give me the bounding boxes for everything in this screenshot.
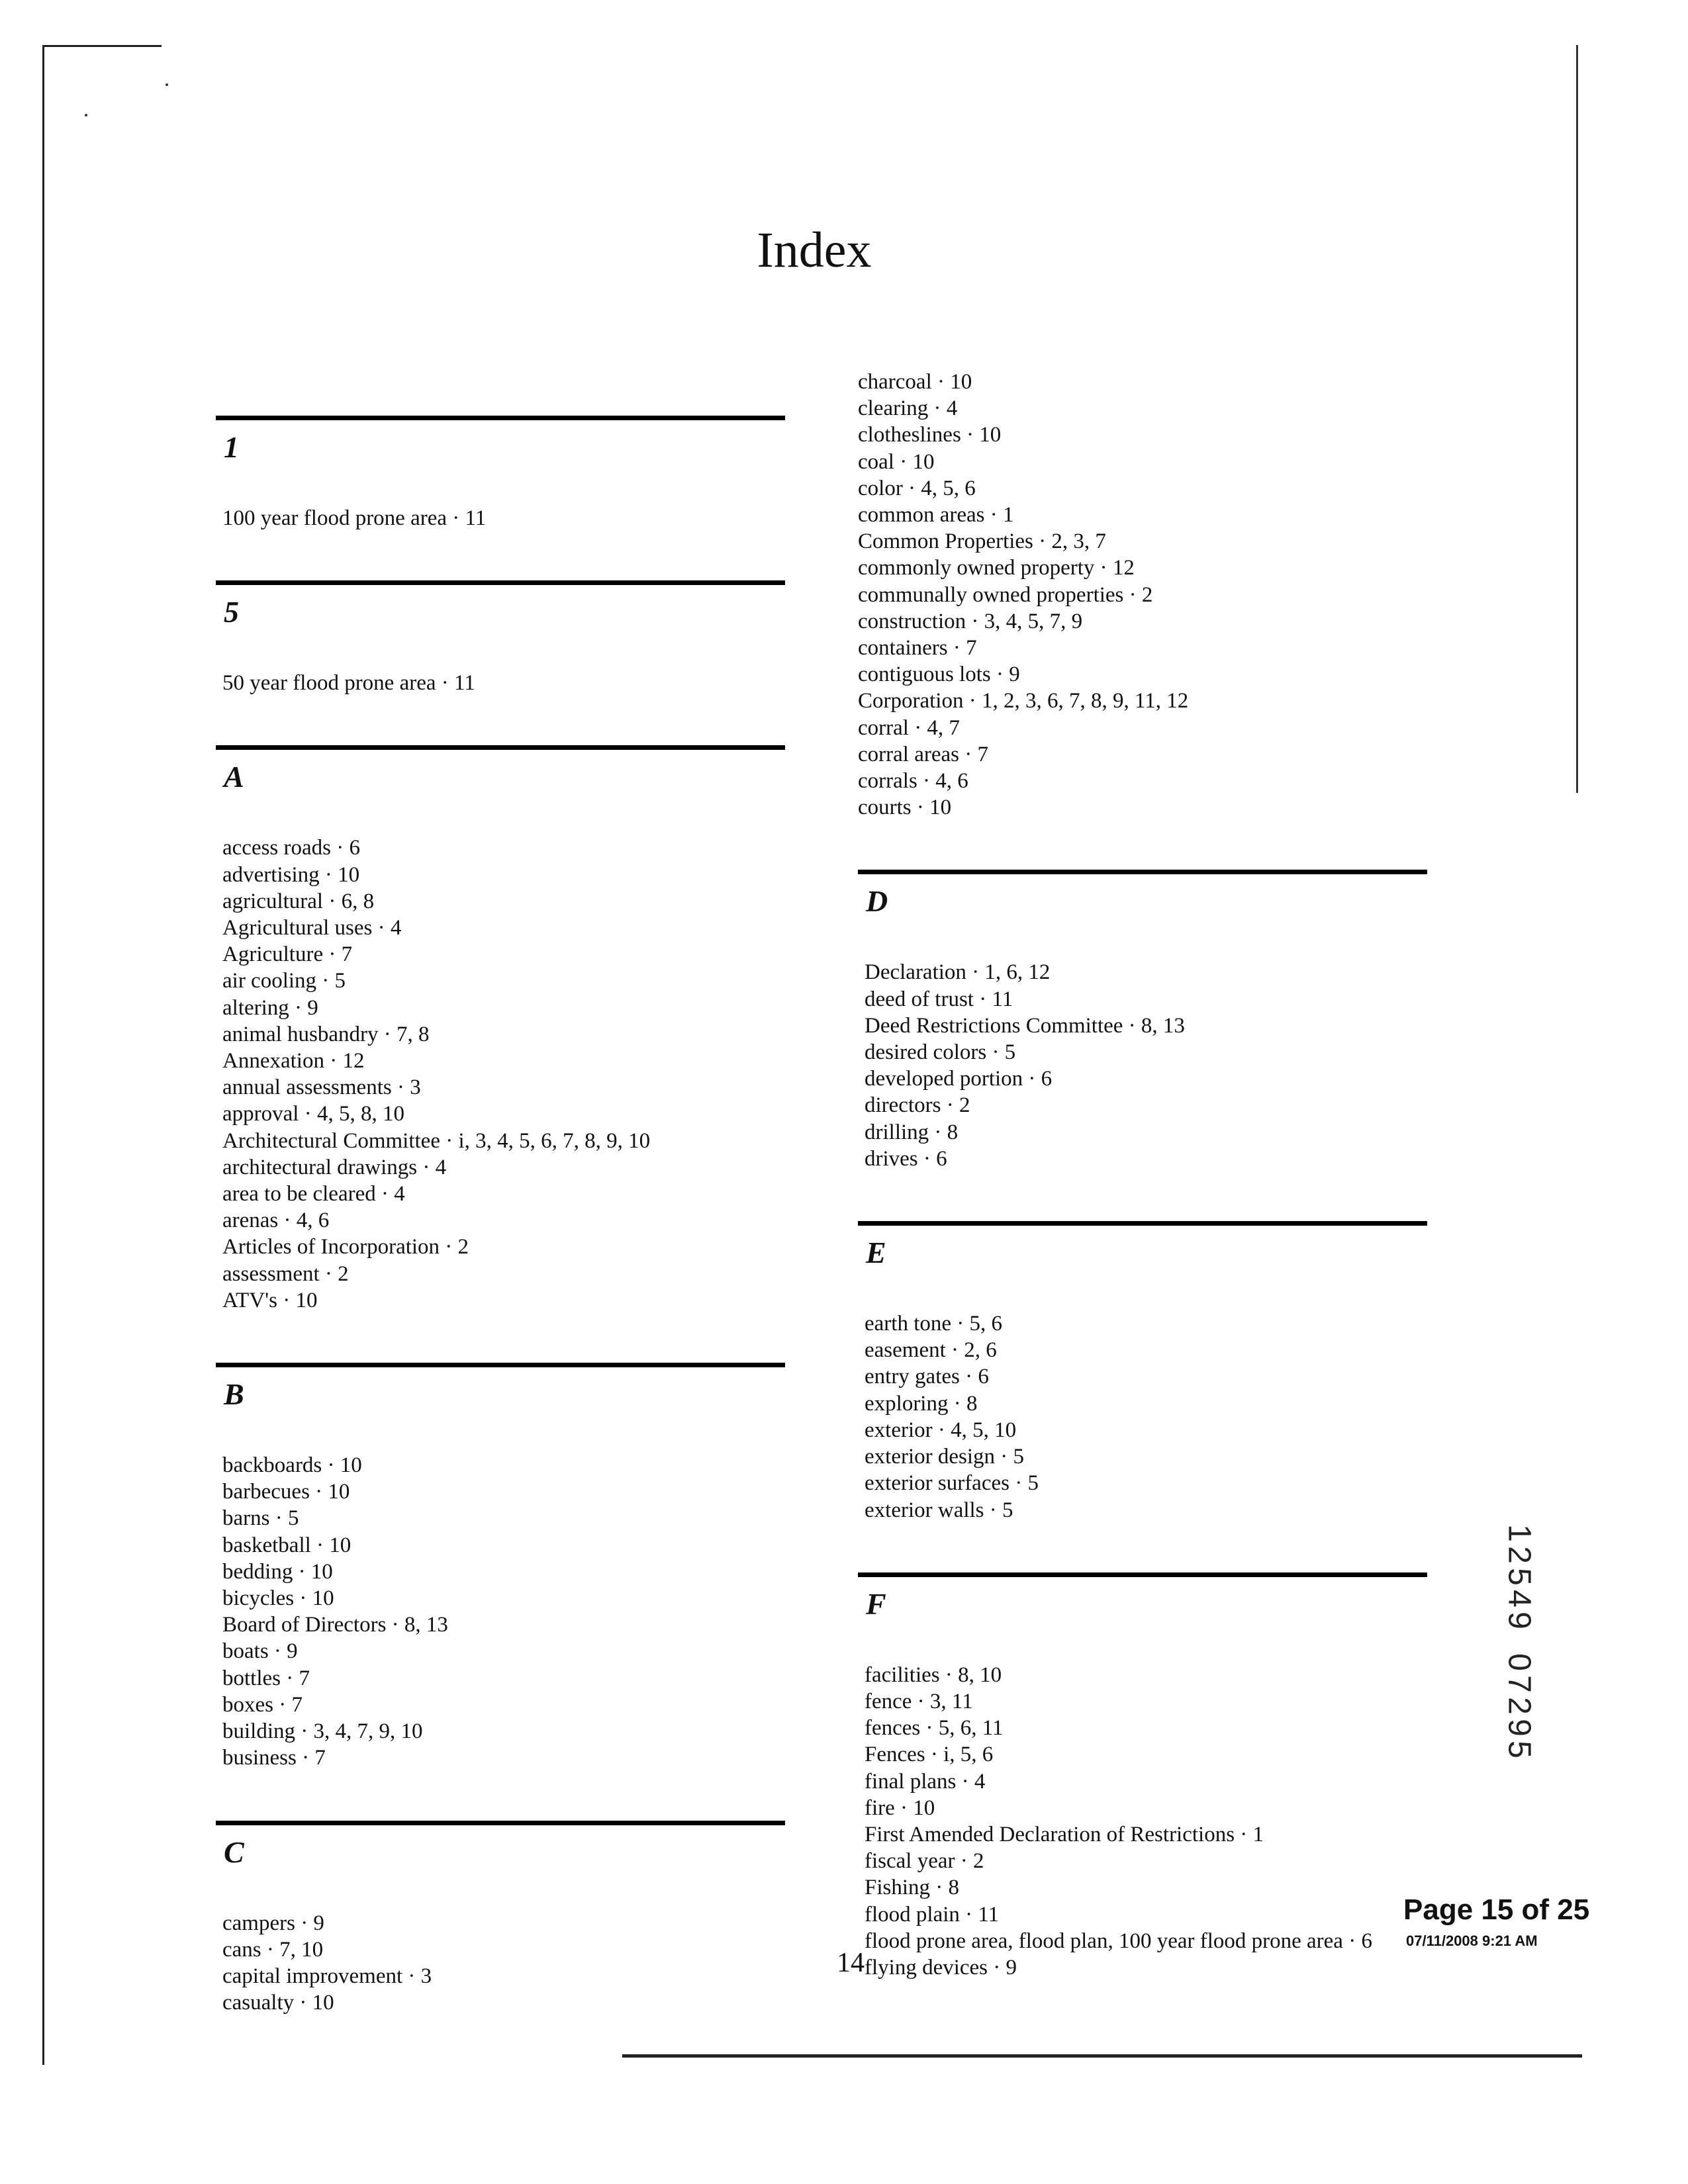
- index-entry: casualty · 10: [222, 1991, 334, 2015]
- index-entry: Agriculture · 7: [222, 942, 353, 967]
- section-entries: [216, 1416, 785, 1771]
- index-entry: Fishing · 8: [865, 1876, 960, 1900]
- scan-speck: [85, 114, 87, 116]
- index-entry: desired colors · 5: [865, 1040, 1016, 1065]
- index-entry: business · 7: [222, 1746, 326, 1770]
- index-entry: bottles · 7: [222, 1666, 310, 1690]
- section-letter: A: [224, 760, 244, 794]
- section-letter: F: [866, 1586, 886, 1621]
- index-section: [216, 745, 785, 1363]
- index-entry: developed portion · 6: [865, 1067, 1053, 1091]
- index-entry: barns · 5: [222, 1506, 299, 1531]
- index-entry: Annexation · 12: [222, 1049, 365, 1073]
- index-entry: access roads · 6: [222, 836, 360, 860]
- index-entry: Common Properties · 2, 3, 7: [858, 529, 1106, 554]
- section-rule: [216, 416, 785, 420]
- left-column: [216, 416, 785, 2065]
- scan-frame-left: [42, 46, 44, 2065]
- index-entry: bicycles · 10: [222, 1586, 334, 1611]
- index-entry: Corporation · 1, 2, 3, 6, 7, 8, 9, 11, 12: [858, 689, 1189, 713]
- section-letter: 1: [224, 430, 239, 464]
- index-entry: 100 year flood prone area · 11: [222, 506, 487, 530]
- index-entry: altering · 9: [222, 995, 318, 1020]
- index-entry: commonly owned property · 12: [858, 556, 1135, 580]
- index-section: [858, 870, 1427, 1221]
- index-entry: agricultural · 6, 8: [222, 889, 375, 913]
- index-entry: exterior · 4, 5, 10: [865, 1418, 1017, 1442]
- section-entries: [216, 1874, 785, 2017]
- index-entry: Declaration · 1, 6, 12: [865, 960, 1051, 985]
- index-entry: contiguous lots · 9: [858, 662, 1020, 687]
- index-entry: earth tone · 5, 6: [865, 1312, 1003, 1336]
- section-letter: D: [866, 884, 888, 919]
- index-section: [216, 1821, 785, 2066]
- index-entry: ATV's · 10: [222, 1288, 318, 1312]
- index-entry: entry gates · 6: [865, 1365, 989, 1389]
- index-entry: building · 3, 4, 7, 9, 10: [222, 1719, 423, 1744]
- index-entry: final plans · 4: [865, 1769, 986, 1794]
- index-title: Index: [757, 222, 872, 278]
- section-letter: C: [224, 1835, 244, 1869]
- section-entries: [858, 923, 1427, 1172]
- section-letter: 5: [224, 595, 239, 629]
- index-entry: facilities · 8, 10: [865, 1662, 1002, 1687]
- index-entry: fences · 5, 6, 11: [865, 1716, 1004, 1741]
- index-entry: corral areas · 7: [858, 742, 988, 766]
- page-stamp: Page 15 of 25: [1403, 1893, 1590, 1926]
- index-entry: corrals · 4, 6: [858, 769, 968, 794]
- index-entry: charcoal · 10: [858, 370, 972, 394]
- index-entry: fire · 10: [865, 1796, 935, 1820]
- scan-frame-top: [42, 45, 162, 47]
- index-entry: common areas · 1: [858, 503, 1014, 527]
- index-entry: deed of trust · 11: [865, 987, 1013, 1011]
- index-entry: Fences · i, 5, 6: [865, 1743, 994, 1767]
- section-entries: [216, 634, 785, 696]
- index-entry: architectural drawings · 4: [222, 1155, 447, 1179]
- index-entry: construction · 3, 4, 5, 7, 9: [858, 609, 1083, 633]
- index-section: [858, 1572, 1427, 2030]
- c-continued-entries: [858, 369, 1427, 870]
- index-entry: bedding · 10: [222, 1559, 333, 1584]
- index-entry: drives · 6: [865, 1146, 947, 1171]
- index-entry: backboards · 10: [222, 1453, 362, 1478]
- index-entry: campers · 9: [222, 1911, 324, 1935]
- index-entry: animal husbandry · 7, 8: [222, 1022, 430, 1046]
- section-rule: [858, 870, 1427, 874]
- section-letter: E: [866, 1236, 886, 1270]
- index-entry: advertising · 10: [222, 862, 360, 887]
- index-entry: boats · 9: [222, 1639, 298, 1664]
- index-entry: exterior design · 5: [865, 1445, 1025, 1469]
- index-entry: communally owned properties · 2: [858, 582, 1153, 607]
- section-rule: [216, 1363, 785, 1367]
- index-entry: courts · 10: [858, 796, 952, 820]
- index-entry: approval · 4, 5, 8, 10: [222, 1102, 404, 1126]
- index-entry: basketball · 10: [222, 1533, 352, 1557]
- recording-number-group: 0 7 2 9 5: [1501, 1653, 1537, 1758]
- section-rule: [858, 1221, 1427, 1226]
- index-entry: flying devices · 9: [865, 1955, 1017, 1979]
- index-entry: Board of Directors · 8, 13: [222, 1613, 448, 1637]
- index-entry: Agricultural uses · 4: [222, 916, 402, 940]
- index-entry: 50 year flood prone area · 11: [222, 671, 475, 696]
- index-entry: capital improvement · 3: [222, 1964, 432, 1988]
- section-rule: [216, 580, 785, 585]
- index-section: [858, 1221, 1427, 1572]
- section-entries: [216, 469, 785, 531]
- index-entry: flood plain · 11: [865, 1902, 1000, 1927]
- index-entry: containers · 7: [858, 636, 977, 660]
- index-entry: fence · 3, 11: [865, 1689, 973, 1713]
- index-entry: clearing · 4: [858, 396, 958, 421]
- right-column: [858, 369, 1427, 2030]
- index-entry: air cooling · 5: [222, 969, 346, 993]
- scan-frame-right: [1576, 45, 1578, 793]
- index-entry: arenas · 4, 6: [222, 1208, 330, 1233]
- index-entry: boxes · 7: [222, 1692, 303, 1717]
- index-entry: area to be cleared · 4: [222, 1182, 405, 1206]
- index-entry: clotheslines · 10: [858, 423, 1002, 447]
- index-entry: annual assessments · 3: [222, 1075, 421, 1100]
- section-rule: [216, 745, 785, 750]
- index-entry: exploring · 8: [865, 1391, 978, 1416]
- index-entry: fiscal year · 2: [865, 1849, 984, 1874]
- index-entry: coal · 10: [858, 449, 935, 474]
- section-entries: [216, 799, 785, 1314]
- section-rule: [216, 1821, 785, 1825]
- section-entries: [858, 1626, 1427, 1981]
- index-entry: Deed Restrictions Committee · 8, 13: [865, 1013, 1185, 1038]
- index-section: [216, 416, 785, 580]
- section-rule: [858, 1572, 1427, 1577]
- index-section: [216, 580, 785, 745]
- index-entry: cans · 7, 10: [222, 1937, 324, 1962]
- index-entry: exterior walls · 5: [865, 1498, 1013, 1522]
- index-entry: easement · 2, 6: [865, 1338, 997, 1363]
- index-entry: assessment · 2: [222, 1261, 349, 1286]
- section-letter: B: [224, 1377, 244, 1412]
- page-number: 14: [837, 1948, 865, 1978]
- scan-speck: [165, 83, 168, 86]
- index-entry: exterior surfaces · 5: [865, 1471, 1039, 1496]
- index-section: [216, 1363, 785, 1820]
- index-entry: drilling · 8: [865, 1120, 959, 1144]
- index-entry: corral · 4, 7: [858, 715, 960, 740]
- index-entry: Articles of Incorporation · 2: [222, 1235, 469, 1259]
- index-entry: directors · 2: [865, 1093, 970, 1118]
- page-stamp-datetime: 07/11/2008 9:21 AM: [1406, 1933, 1538, 1949]
- index-entry: barbecues · 10: [222, 1480, 350, 1504]
- recording-number-group: 1 2 5 4 9: [1501, 1524, 1537, 1629]
- index-entry: Architectural Committee · i, 3, 4, 5, 6, 7, 8, 9, 10: [222, 1128, 651, 1153]
- recording-number: [1503, 1522, 1536, 1760]
- index-entry: flood prone area, flood plan, 100 year flood prone area · 6: [865, 1929, 1372, 1953]
- index-entry: color · 4, 5, 6: [858, 476, 976, 500]
- index-entry: First Amended Declaration of Restrictions · 1: [865, 1822, 1264, 1846]
- section-entries: [858, 1275, 1427, 1524]
